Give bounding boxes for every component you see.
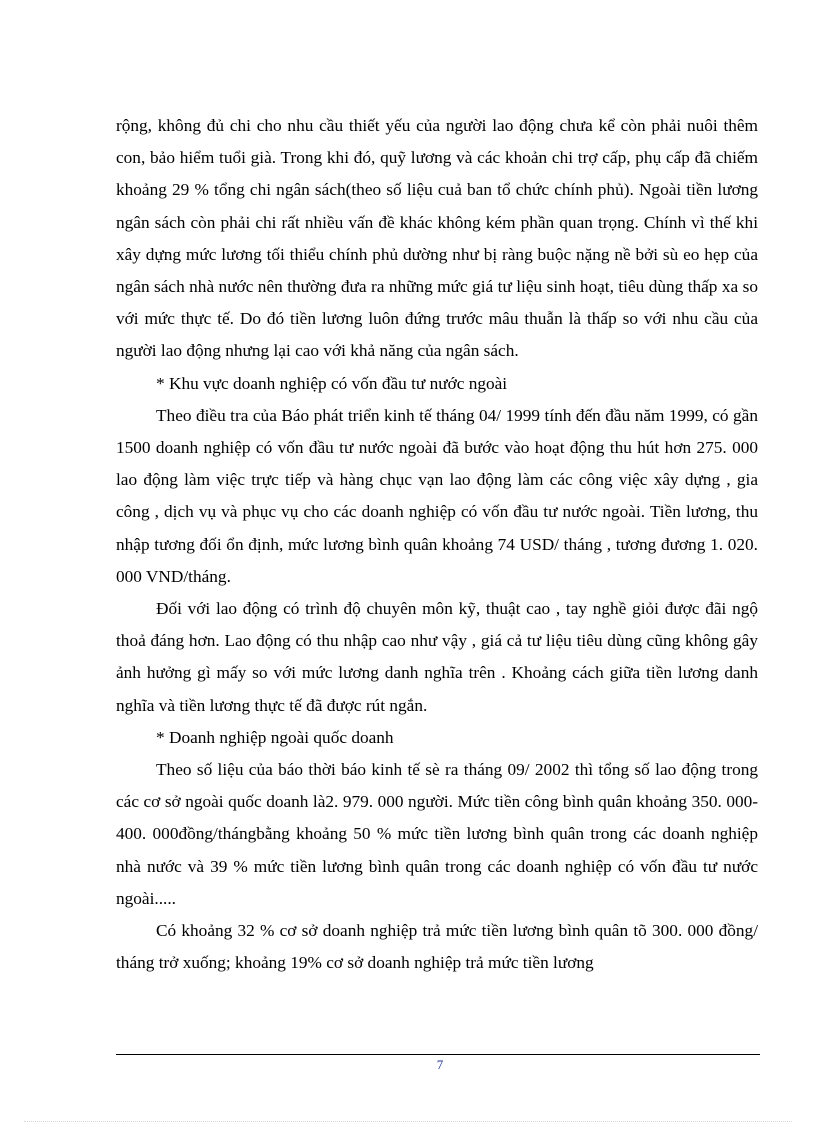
paragraph-skilled-labor: Đối với lao động có trình độ chuyên môn kỹ, thuật cao , tay nghề giỏi được đãi ngộ thoả đáng hơn. Lao động có thu nhập cao như vậy , giá cả tư liệu tiêu dùng cũng không gây ảnh hưởng gì mấy so với mức lương danh nghĩa trên . Khoảng cách giữa tiền lương danh nghĩa và tiền lương thực tế đã được rút ngắn. <box>116 599 758 715</box>
section-heading-fdi: * Khu vực doanh nghiệp có vốn đầu tư nước ngoài <box>156 373 508 393</box>
footer-divider <box>116 1054 760 1055</box>
paragraph-fdi-survey: Theo điều tra của Báo phát triển kinh tế tháng 04/ 1999 tính đến đầu năm 1999, có gần 1500 doanh nghiệp có vốn đầu tư nước ngoài đã bước vào hoạt động thu hút hơn 275. 000 lao động làm việc trực tiếp và hàng chục vạn lao động làm các công việc xây dựng , gia công , dịch vụ và phục vụ cho các doanh nghiệp có vốn đầu tư nước ngoài. Tiền lương, thu nhập tương đối ổn định, mức lương bình quân khoảng 74 USD/ tháng , tương đương 1. 020. 000 VND/tháng. <box>116 405 758 586</box>
page-body <box>116 110 758 979</box>
page-number: 7 <box>436 1057 444 1072</box>
paragraph-non-state-stats: Theo số liệu của báo thời báo kinh tế sè ra tháng 09/ 2002 thì tổng số lao động trong các cơ sở ngoài quốc doanh là2. 979. 000 người. Mức tiền công bình quân khoảng 350. 000-400. 000đồng/thángbằng khoảng 50 % mức tiền lương bình quân trong các doanh nghiệp nhà nước và 39 % mức tiền lương bình quân trong các doanh nghiệp có vốn đầu tư nước ngoài..... <box>116 760 758 908</box>
paragraph-continuation: rộng, không đủ chi cho nhu cầu thiết yếu của người lao động chưa kể còn phải nuôi thêm con, bảo hiểm tuổi già. Trong khi đó, quỹ lương và các khoản chi trợ cấp, phụ cấp đã chiếm khoảng 29 % tổng chi ngân sách(theo số liệu cuả ban tổ chức chính phủ). Ngoài tiền lương ngân sách còn phải chi rất nhiều vấn đề khác không kém phần quan trọng. Chính vì thế khi xây dựng mức lương tối thiểu chính phủ dường như bị ràng buộc nặng nề bởi sù eo hẹp của ngân sách nhà nước nên thường đưa ra những mức giá tư liệu sinh hoạt, tiêu dùng thấp xa so với mức thực tế. Do đó tiền lương luôn đứng trước mâu thuẫn là thấp so với nhu cầu của người lao động nhưng lại cao với khả năng của ngân sách. <box>116 116 758 361</box>
section-heading-non-state: * Doanh nghiệp ngoài quốc doanh <box>156 727 394 747</box>
paragraph-wage-distribution: Có khoảng 32 % cơ sở doanh nghiệp trả mức tiền lương bình quân tõ 300. 000 đồng/ tháng trở xuống; khoảng 19% cơ sở doanh nghiệp trả mức tiền lương <box>116 921 758 973</box>
page-bottom-border <box>24 1121 792 1122</box>
